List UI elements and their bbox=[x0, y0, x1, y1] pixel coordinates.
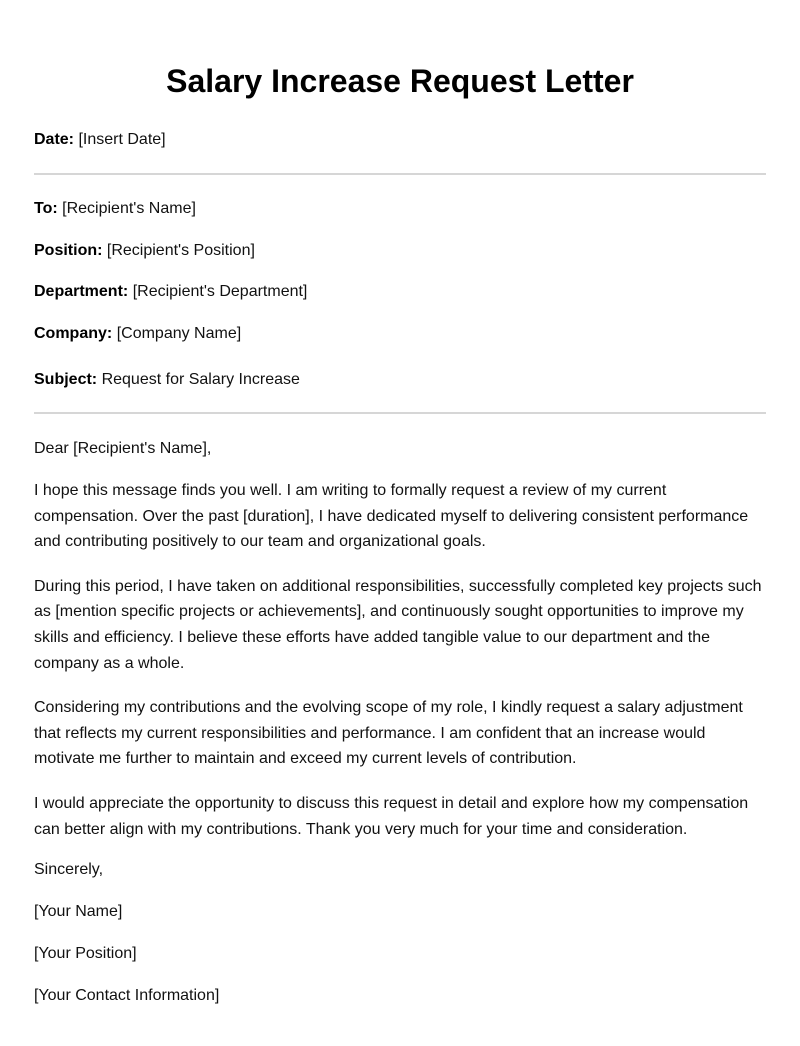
body-paragraph-3: Considering my contributions and the evolving scope of my role, I kindly request a salary adjustment that reflects my current responsibilities and performance. I am confident that an increase would motivate me further to maintain and exceed my current levels of contribution. bbox=[34, 699, 743, 768]
subject-value: Request for Salary Increase bbox=[101, 371, 300, 388]
signature-position: [Your Position] bbox=[34, 945, 137, 963]
salutation: Dear [Recipient's Name], bbox=[34, 440, 212, 457]
position-field bbox=[34, 241, 766, 261]
body-paragraph-1: I hope this message finds you well. I am writing to formally request a review of my current compensation. Over the past [duration], I have dedicated myself to delivering consistent performance and contributing positively to our team and organizational goals. bbox=[34, 482, 749, 551]
to-label: To: bbox=[34, 200, 58, 217]
subject-field bbox=[34, 370, 766, 390]
department-label: Department: bbox=[34, 283, 129, 300]
page-title: Salary Increase Request Letter bbox=[166, 63, 634, 99]
signature-contact: [Your Contact Information] bbox=[34, 987, 220, 1005]
body-paragraph-2: During this period, I have taken on additional responsibilities, successfully completed key projects such as [mention specific projects or achievements], and continuously sought opportunities to improve my skills and efficiency. I believe these efforts have added tangible value to our department and the company as a whole. bbox=[34, 577, 762, 672]
company-label: Company: bbox=[34, 325, 113, 342]
body-paragraph-4: I would appreciate the opportunity to discuss this request in detail and explore how my compensation can better align with my contributions. Thank you very much for your time and consideration. bbox=[34, 794, 749, 838]
date-field bbox=[34, 130, 766, 150]
divider bbox=[34, 173, 766, 175]
company-field bbox=[34, 324, 766, 344]
subject-label: Subject: bbox=[34, 371, 98, 388]
date-value: [Insert Date] bbox=[78, 131, 166, 148]
department-value: [Recipient's Department] bbox=[132, 283, 308, 300]
divider bbox=[34, 412, 766, 414]
to-value: [Recipient's Name] bbox=[62, 200, 196, 217]
date-label: Date: bbox=[34, 131, 75, 148]
position-label: Position: bbox=[34, 242, 103, 259]
signature-name: [Your Name] bbox=[34, 903, 123, 921]
to-field bbox=[34, 199, 766, 219]
department-field bbox=[34, 282, 766, 302]
company-value: [Company Name] bbox=[116, 325, 242, 342]
position-value: [Recipient's Position] bbox=[106, 242, 255, 259]
closing: Sincerely, bbox=[34, 861, 104, 879]
